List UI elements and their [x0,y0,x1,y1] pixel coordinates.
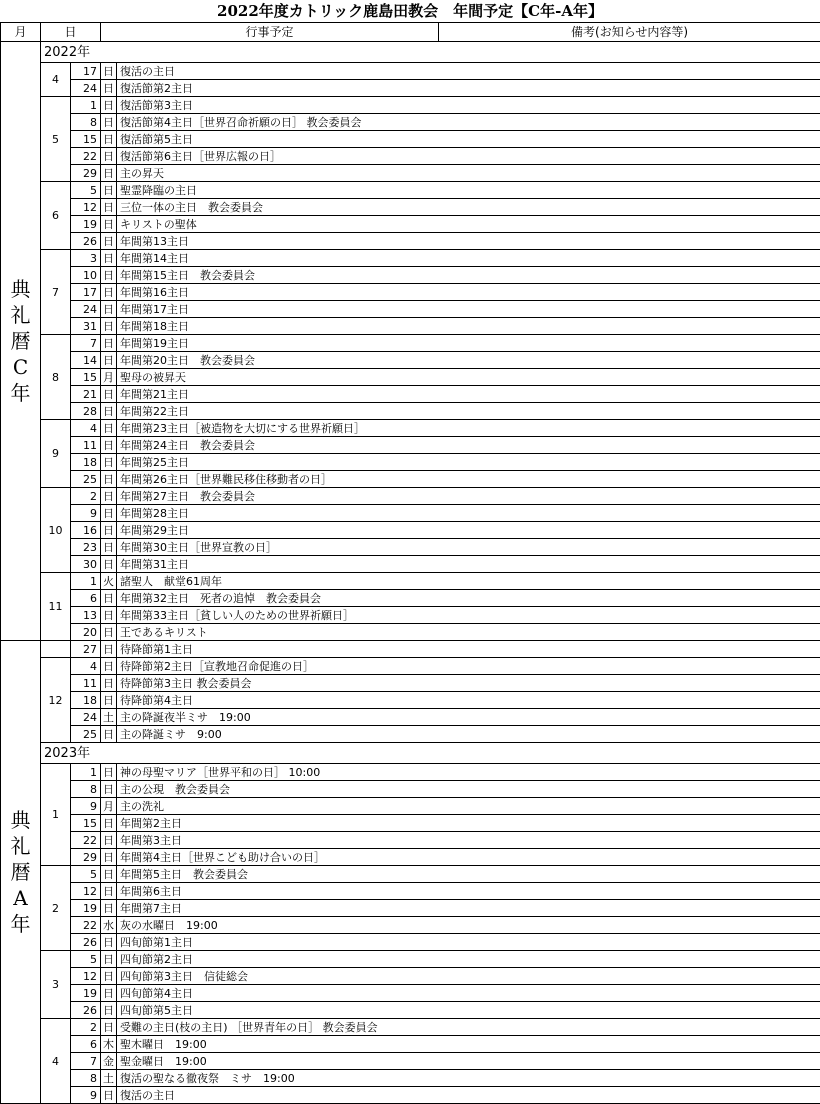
month-cell: 7 [41,250,71,335]
day-cell: 15 [71,815,101,832]
day-cell: 4 [71,420,101,437]
weekday-cell: 日 [101,335,117,352]
day-cell: 22 [71,148,101,165]
schedule-row [1,97,820,114]
event-cell: 主の降誕ミサ 9:00 [117,726,820,743]
schedule-row [1,267,820,284]
schedule-row [1,726,820,743]
schedule-row [1,798,820,815]
weekday-cell: 日 [101,934,117,951]
event-cell: 復活節第2主日 [117,80,820,97]
schedule-row [1,968,820,985]
month-cell: 12 [41,658,71,743]
schedule-row [1,1087,820,1104]
event-cell: 四旬節第2主日 [117,951,820,968]
schedule-row [1,658,820,675]
event-cell: 復活節第5主日 [117,131,820,148]
month-cell: 8 [41,335,71,420]
day-cell: 18 [71,454,101,471]
day-column-header: 日 [41,23,101,42]
weekday-cell: 日 [101,301,117,318]
event-cell: 年間第30主日［世界宣教の日］ [117,539,820,556]
schedule-row [1,199,820,216]
year-row [1,743,820,764]
weekday-cell: 日 [101,985,117,1002]
event-cell: 主の降誕夜半ミサ 19:00 [117,709,820,726]
schedule-row [1,131,820,148]
day-cell: 7 [71,335,101,352]
liturgical-year-text: 典礼暦A年 [10,807,32,937]
weekday-cell: 日 [101,97,117,114]
year-label: 2022年 [41,42,820,63]
event-cell: 聖母の被昇天 [117,369,820,386]
event-cell: 復活の主日 [117,1087,820,1104]
month-cell: 2 [41,866,71,951]
weekday-cell: 日 [101,488,117,505]
schedule-row [1,815,820,832]
event-cell: 年間第7主日 [117,900,820,917]
day-cell: 16 [71,522,101,539]
page-title: 2022年度カトリック鹿島田教会 年間予定【C年-A年】 [0,0,820,22]
month-cell: 3 [41,951,71,1019]
schedule-row [1,352,820,369]
event-cell: 年間第31主日 [117,556,820,573]
day-cell: 26 [71,233,101,250]
day-cell: 2 [71,488,101,505]
schedule-row [1,454,820,471]
schedule-row [1,641,820,658]
schedule-row [1,80,820,97]
event-cell: 聖金曜日 19:00 [117,1053,820,1070]
event-cell: 年間第16主日 [117,284,820,301]
day-cell: 8 [71,781,101,798]
weekday-cell: 日 [101,386,117,403]
event-cell: 主の公現 教会委員会 [117,781,820,798]
schedule-row [1,250,820,267]
weekday-cell: 日 [101,352,117,369]
event-cell: 聖木曜日 19:00 [117,1036,820,1053]
schedule-row [1,386,820,403]
schedule-row [1,437,820,454]
schedule-row [1,148,820,165]
weekday-cell: 日 [101,318,117,335]
day-cell: 3 [71,250,101,267]
schedule-row [1,420,820,437]
event-cell: 王であるキリスト [117,624,820,641]
weekday-cell: 日 [101,849,117,866]
weekday-cell: 日 [101,131,117,148]
weekday-cell: 土 [101,709,117,726]
event-cell: 年間第19主日 [117,335,820,352]
weekday-cell: 日 [101,471,117,488]
year-label: 2023年 [41,743,820,764]
event-cell: 灰の水曜日 19:00 [117,917,820,934]
day-cell: 2 [71,1019,101,1036]
event-cell: 年間第5主日 教会委員会 [117,866,820,883]
weekday-cell: 日 [101,781,117,798]
day-cell: 9 [71,798,101,815]
event-cell: 年間第26主日［世界難民移住移動者の日］ [117,471,820,488]
day-cell: 1 [71,764,101,781]
weekday-cell: 日 [101,403,117,420]
schedule-row [1,883,820,900]
weekday-cell: 日 [101,556,117,573]
liturgical-year-label [1,641,41,1104]
event-cell: 待降節第2主日［宣教地召命促進の日］ [117,658,820,675]
day-cell: 22 [71,832,101,849]
event-cell: 年間第25主日 [117,454,820,471]
weekday-cell: 日 [101,233,117,250]
weekday-cell: 日 [101,63,117,80]
day-cell: 17 [71,63,101,80]
weekday-cell: 日 [101,815,117,832]
event-column-header: 行事予定 [101,23,439,42]
schedule-row [1,573,820,590]
weekday-cell: 日 [101,267,117,284]
schedule-row [1,216,820,233]
schedule-row [1,505,820,522]
event-cell: 年間第15主日 教会委員会 [117,267,820,284]
weekday-cell: 日 [101,968,117,985]
day-cell: 8 [71,114,101,131]
day-cell: 8 [71,1070,101,1087]
day-cell: 12 [71,883,101,900]
schedule-row [1,900,820,917]
day-cell: 24 [71,709,101,726]
day-cell: 11 [71,437,101,454]
schedule-row [1,1002,820,1019]
day-cell: 1 [71,97,101,114]
weekday-cell: 日 [101,539,117,556]
event-cell: 年間第29主日 [117,522,820,539]
day-cell: 19 [71,900,101,917]
schedule-row [1,471,820,488]
event-cell: 聖霊降臨の主日 [117,182,820,199]
day-cell: 26 [71,1002,101,1019]
event-cell: 年間第6主日 [117,883,820,900]
event-cell: 諸聖人 献堂61周年 [117,573,820,590]
weekday-cell: 日 [101,199,117,216]
day-cell: 29 [71,165,101,182]
weekday-cell: 日 [101,607,117,624]
day-cell: 7 [71,1053,101,1070]
event-cell: 復活節第6主日［世界広報の日］ [117,148,820,165]
day-cell: 13 [71,607,101,624]
weekday-cell: 日 [101,832,117,849]
weekday-cell: 日 [101,284,117,301]
weekday-cell: 日 [101,692,117,709]
schedule-row [1,301,820,318]
schedule-row [1,985,820,1002]
schedule-row [1,182,820,199]
day-cell: 12 [71,968,101,985]
event-cell: 年間第21主日 [117,386,820,403]
day-cell: 19 [71,985,101,1002]
event-cell: 年間第13主日 [117,233,820,250]
weekday-cell: 日 [101,454,117,471]
event-cell: 年間第14主日 [117,250,820,267]
month-cell: 6 [41,182,71,250]
weekday-cell: 日 [101,148,117,165]
weekday-cell: 日 [101,1019,117,1036]
schedule-row [1,781,820,798]
day-cell: 26 [71,934,101,951]
weekday-cell: 日 [101,437,117,454]
event-cell: 復活の主日 [117,63,820,80]
schedule-row [1,556,820,573]
month-column-header: 月 [1,23,41,42]
event-cell: 年間第33主日［貧しい人のための世界祈願日］ [117,607,820,624]
weekday-cell: 日 [101,764,117,781]
weekday-cell: 火 [101,573,117,590]
day-cell: 22 [71,917,101,934]
event-cell: 三位一体の主日 教会委員会 [117,199,820,216]
day-cell: 6 [71,1036,101,1053]
event-cell: 復活節第4主日［世界召命祈願の日］ 教会委員会 [117,114,820,131]
day-cell: 11 [71,675,101,692]
day-cell: 15 [71,131,101,148]
weekday-cell: 日 [101,165,117,182]
day-cell: 14 [71,352,101,369]
schedule-row [1,1070,820,1087]
schedule-row [1,488,820,505]
event-cell: 復活の聖なる徹夜祭 ミサ 19:00 [117,1070,820,1087]
weekday-cell: 木 [101,1036,117,1053]
liturgical-year-text: 典礼暦C年 [10,276,32,406]
day-cell: 18 [71,692,101,709]
weekday-cell: 月 [101,369,117,386]
day-cell: 4 [71,658,101,675]
event-cell: 年間第24主日 教会委員会 [117,437,820,454]
day-cell: 15 [71,369,101,386]
day-cell: 31 [71,318,101,335]
day-cell: 21 [71,386,101,403]
event-cell: 待降節第3主日 教会委員会 [117,675,820,692]
schedule-row [1,1053,820,1070]
day-cell: 23 [71,539,101,556]
weekday-cell: 日 [101,114,117,131]
weekday-cell: 日 [101,624,117,641]
day-cell: 29 [71,849,101,866]
event-cell: 年間第17主日 [117,301,820,318]
day-cell: 9 [71,505,101,522]
day-cell: 9 [71,1087,101,1104]
month-cell: 4 [41,63,71,97]
event-cell: 年間第27主日 教会委員会 [117,488,820,505]
weekday-cell: 日 [101,951,117,968]
weekday-cell: 日 [101,216,117,233]
event-cell: 年間第3主日 [117,832,820,849]
day-cell: 25 [71,471,101,488]
weekday-cell: 金 [101,1053,117,1070]
event-cell: 年間第4主日［世界こども助け合いの日］ [117,849,820,866]
schedule-row [1,764,820,781]
day-cell: 30 [71,556,101,573]
event-cell: 神の母聖マリア［世界平和の日］ 10:00 [117,764,820,781]
weekday-cell: 日 [101,522,117,539]
day-cell: 5 [71,951,101,968]
event-cell: 待降節第4主日 [117,692,820,709]
day-cell: 17 [71,284,101,301]
weekday-cell: 日 [101,590,117,607]
weekday-cell: 日 [101,1002,117,1019]
schedule-row [1,1019,820,1036]
event-cell: 年間第2主日 [117,815,820,832]
weekday-cell: 日 [101,250,117,267]
liturgical-year-label [1,42,41,641]
day-cell: 5 [71,182,101,199]
event-cell: 年間第23主日［被造物を大切にする世界祈願日］ [117,420,820,437]
schedule-row [1,675,820,692]
day-cell: 10 [71,267,101,284]
weekday-cell: 日 [101,675,117,692]
year-row [1,42,820,63]
day-cell: 20 [71,624,101,641]
event-cell: 四旬節第4主日 [117,985,820,1002]
schedule-row [1,233,820,250]
event-cell: 年間第18主日 [117,318,820,335]
weekday-cell: 日 [101,641,117,658]
schedule-row [1,165,820,182]
weekday-cell: 月 [101,798,117,815]
day-cell: 28 [71,403,101,420]
weekday-cell: 日 [101,1087,117,1104]
weekday-cell: 日 [101,883,117,900]
schedule-row [1,403,820,420]
day-cell: 5 [71,866,101,883]
schedule-row [1,692,820,709]
event-cell: 主の昇天 [117,165,820,182]
schedule-row [1,1036,820,1053]
month-cell: 10 [41,488,71,573]
schedule-row [1,607,820,624]
day-cell: 25 [71,726,101,743]
schedule-row [1,318,820,335]
month-cell [41,641,71,658]
event-cell: 復活節第3主日 [117,97,820,114]
event-cell: 四旬節第1主日 [117,934,820,951]
weekday-cell: 日 [101,658,117,675]
day-cell: 1 [71,573,101,590]
weekday-cell: 日 [101,866,117,883]
day-cell: 24 [71,301,101,318]
event-cell: 待降節第1主日 [117,641,820,658]
schedule-row [1,63,820,80]
day-cell: 27 [71,641,101,658]
day-cell: 19 [71,216,101,233]
event-cell: 四旬節第5主日 [117,1002,820,1019]
schedule-row [1,539,820,556]
weekday-cell: 日 [101,505,117,522]
event-cell: 年間第28主日 [117,505,820,522]
weekday-cell: 水 [101,917,117,934]
event-cell: 受難の主日(枝の主日) ［世界青年の日］ 教会委員会 [117,1019,820,1036]
event-cell: 年間第20主日 教会委員会 [117,352,820,369]
schedule-row [1,849,820,866]
note-column-header: 備考(お知らせ内容等) [439,23,820,42]
schedule-row [1,369,820,386]
schedule-row [1,284,820,301]
month-cell: 9 [41,420,71,488]
weekday-cell: 日 [101,726,117,743]
month-cell: 4 [41,1019,71,1104]
event-cell: 年間第22主日 [117,403,820,420]
weekday-cell: 日 [101,900,117,917]
month-cell: 11 [41,573,71,641]
schedule-row [1,917,820,934]
weekday-cell: 土 [101,1070,117,1087]
schedule-row [1,335,820,352]
schedule-table [0,22,820,1104]
schedule-row [1,624,820,641]
header-row [1,23,820,42]
weekday-cell: 日 [101,420,117,437]
schedule-row [1,951,820,968]
schedule-row [1,866,820,883]
event-cell: キリストの聖体 [117,216,820,233]
day-cell: 24 [71,80,101,97]
schedule-row [1,590,820,607]
weekday-cell: 日 [101,182,117,199]
schedule-row [1,114,820,131]
month-cell: 1 [41,764,71,866]
weekday-cell: 日 [101,80,117,97]
event-cell: 主の洗礼 [117,798,820,815]
schedule-row [1,522,820,539]
day-cell: 6 [71,590,101,607]
day-cell: 12 [71,199,101,216]
event-cell: 年間第32主日 死者の追悼 教会委員会 [117,590,820,607]
schedule-row [1,934,820,951]
schedule-row [1,709,820,726]
event-cell: 四旬節第3主日 信徒総会 [117,968,820,985]
month-cell: 5 [41,97,71,182]
schedule-row [1,832,820,849]
